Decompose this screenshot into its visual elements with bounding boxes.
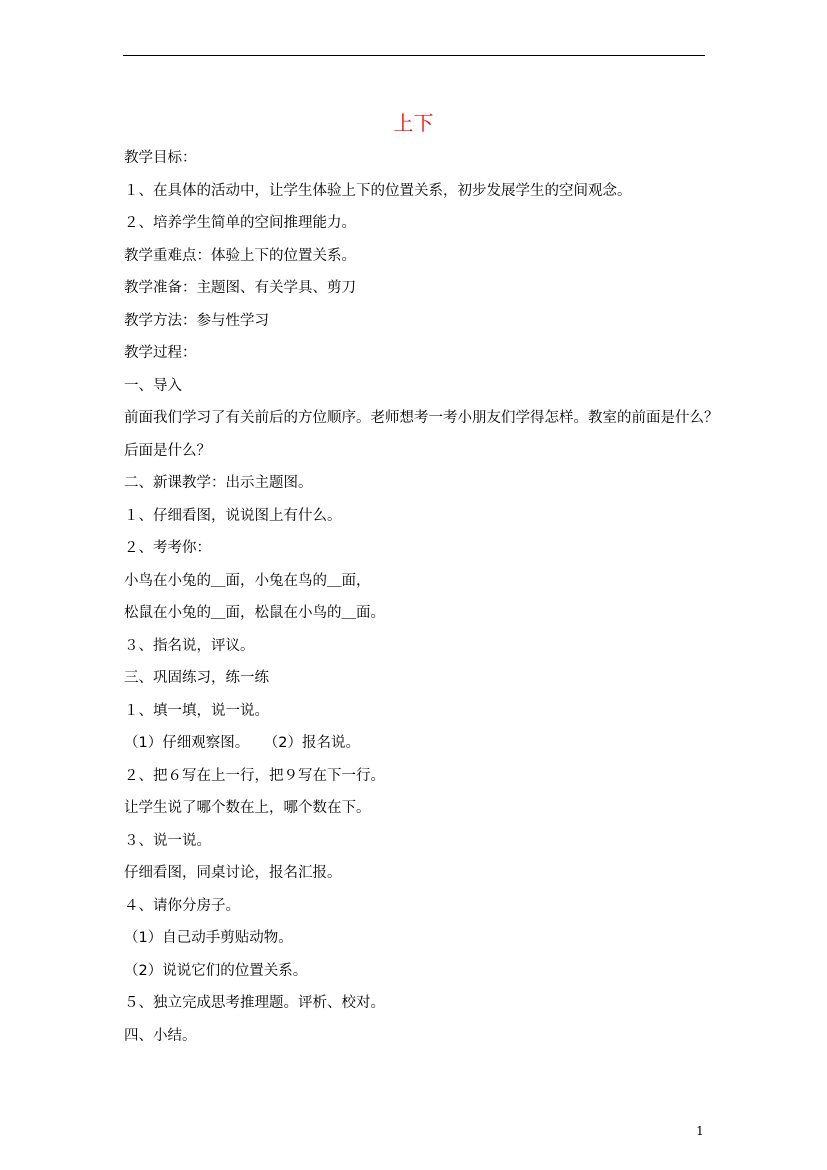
text-line: 松鼠在小兔的＿面，松鼠在小鸟的＿面。 xyxy=(124,605,385,621)
text-line: 三、巩固练习，练一练 xyxy=(124,670,269,686)
text-line: （2）说说它们的位置关系。 xyxy=(124,962,308,979)
text-line: 二、新课教学：出示主题图。 xyxy=(124,475,313,491)
text-line: ４、请你分房子。 xyxy=(124,897,240,914)
text-line: １、仔细看图，说说图上有什么。 xyxy=(124,507,342,524)
text-line: ２、考考你： xyxy=(124,540,211,556)
text-line: 教学准备：主题图、有关学具、剪刀 xyxy=(124,280,356,296)
text-line: 教学方法：参与性学习 xyxy=(124,312,269,329)
header-rule xyxy=(123,55,705,56)
text-line: ２、培养学生简单的空间推理能力。 xyxy=(124,215,356,231)
text-line: ５、独立完成思考推理题。评析、校对。 xyxy=(124,995,385,1011)
text-line: ３、说一说。 xyxy=(124,832,211,849)
text-line: 一、导入 xyxy=(124,377,182,394)
document-body xyxy=(124,148,719,1058)
text-line: 教学目标： xyxy=(124,150,197,166)
text-line: 前面我们学习了有关前后的方位顺序。老师想考一考小朋友们学得怎样。教室的前面是什么？ xyxy=(124,410,719,426)
text-line: １、填一填，说一说。 xyxy=(124,702,269,719)
text-line: 让学生说了哪个数在上，哪个数在下。 xyxy=(124,800,371,816)
page-title: 上下 xyxy=(393,111,434,135)
text-line: １、在具体的活动中，让学生体验上下的位置关系，初步发展学生的空间观念。 xyxy=(124,182,632,199)
text-line: 教学过程： xyxy=(124,345,197,361)
text-line: 仔细看图，同桌讨论，报名汇报。 xyxy=(124,865,342,881)
page-number: 1 xyxy=(696,1124,704,1138)
text-line: 教学重难点：体验上下的位置关系。 xyxy=(124,247,356,264)
text-line: ２、把６写在上一行，把９写在下一行。 xyxy=(124,767,385,784)
text-line: 后面是什么？ xyxy=(124,442,211,459)
text-line: （1）仔细观察图。 （2）报名说。 xyxy=(124,735,360,751)
text-line: ３、指名说，评议。 xyxy=(124,637,255,654)
text-line: 小鸟在小兔的＿面，小兔在鸟的＿面， xyxy=(124,572,371,589)
text-line: （1）自己动手剪贴动物。 xyxy=(124,930,293,946)
text-line: 四、小结。 xyxy=(124,1027,197,1044)
